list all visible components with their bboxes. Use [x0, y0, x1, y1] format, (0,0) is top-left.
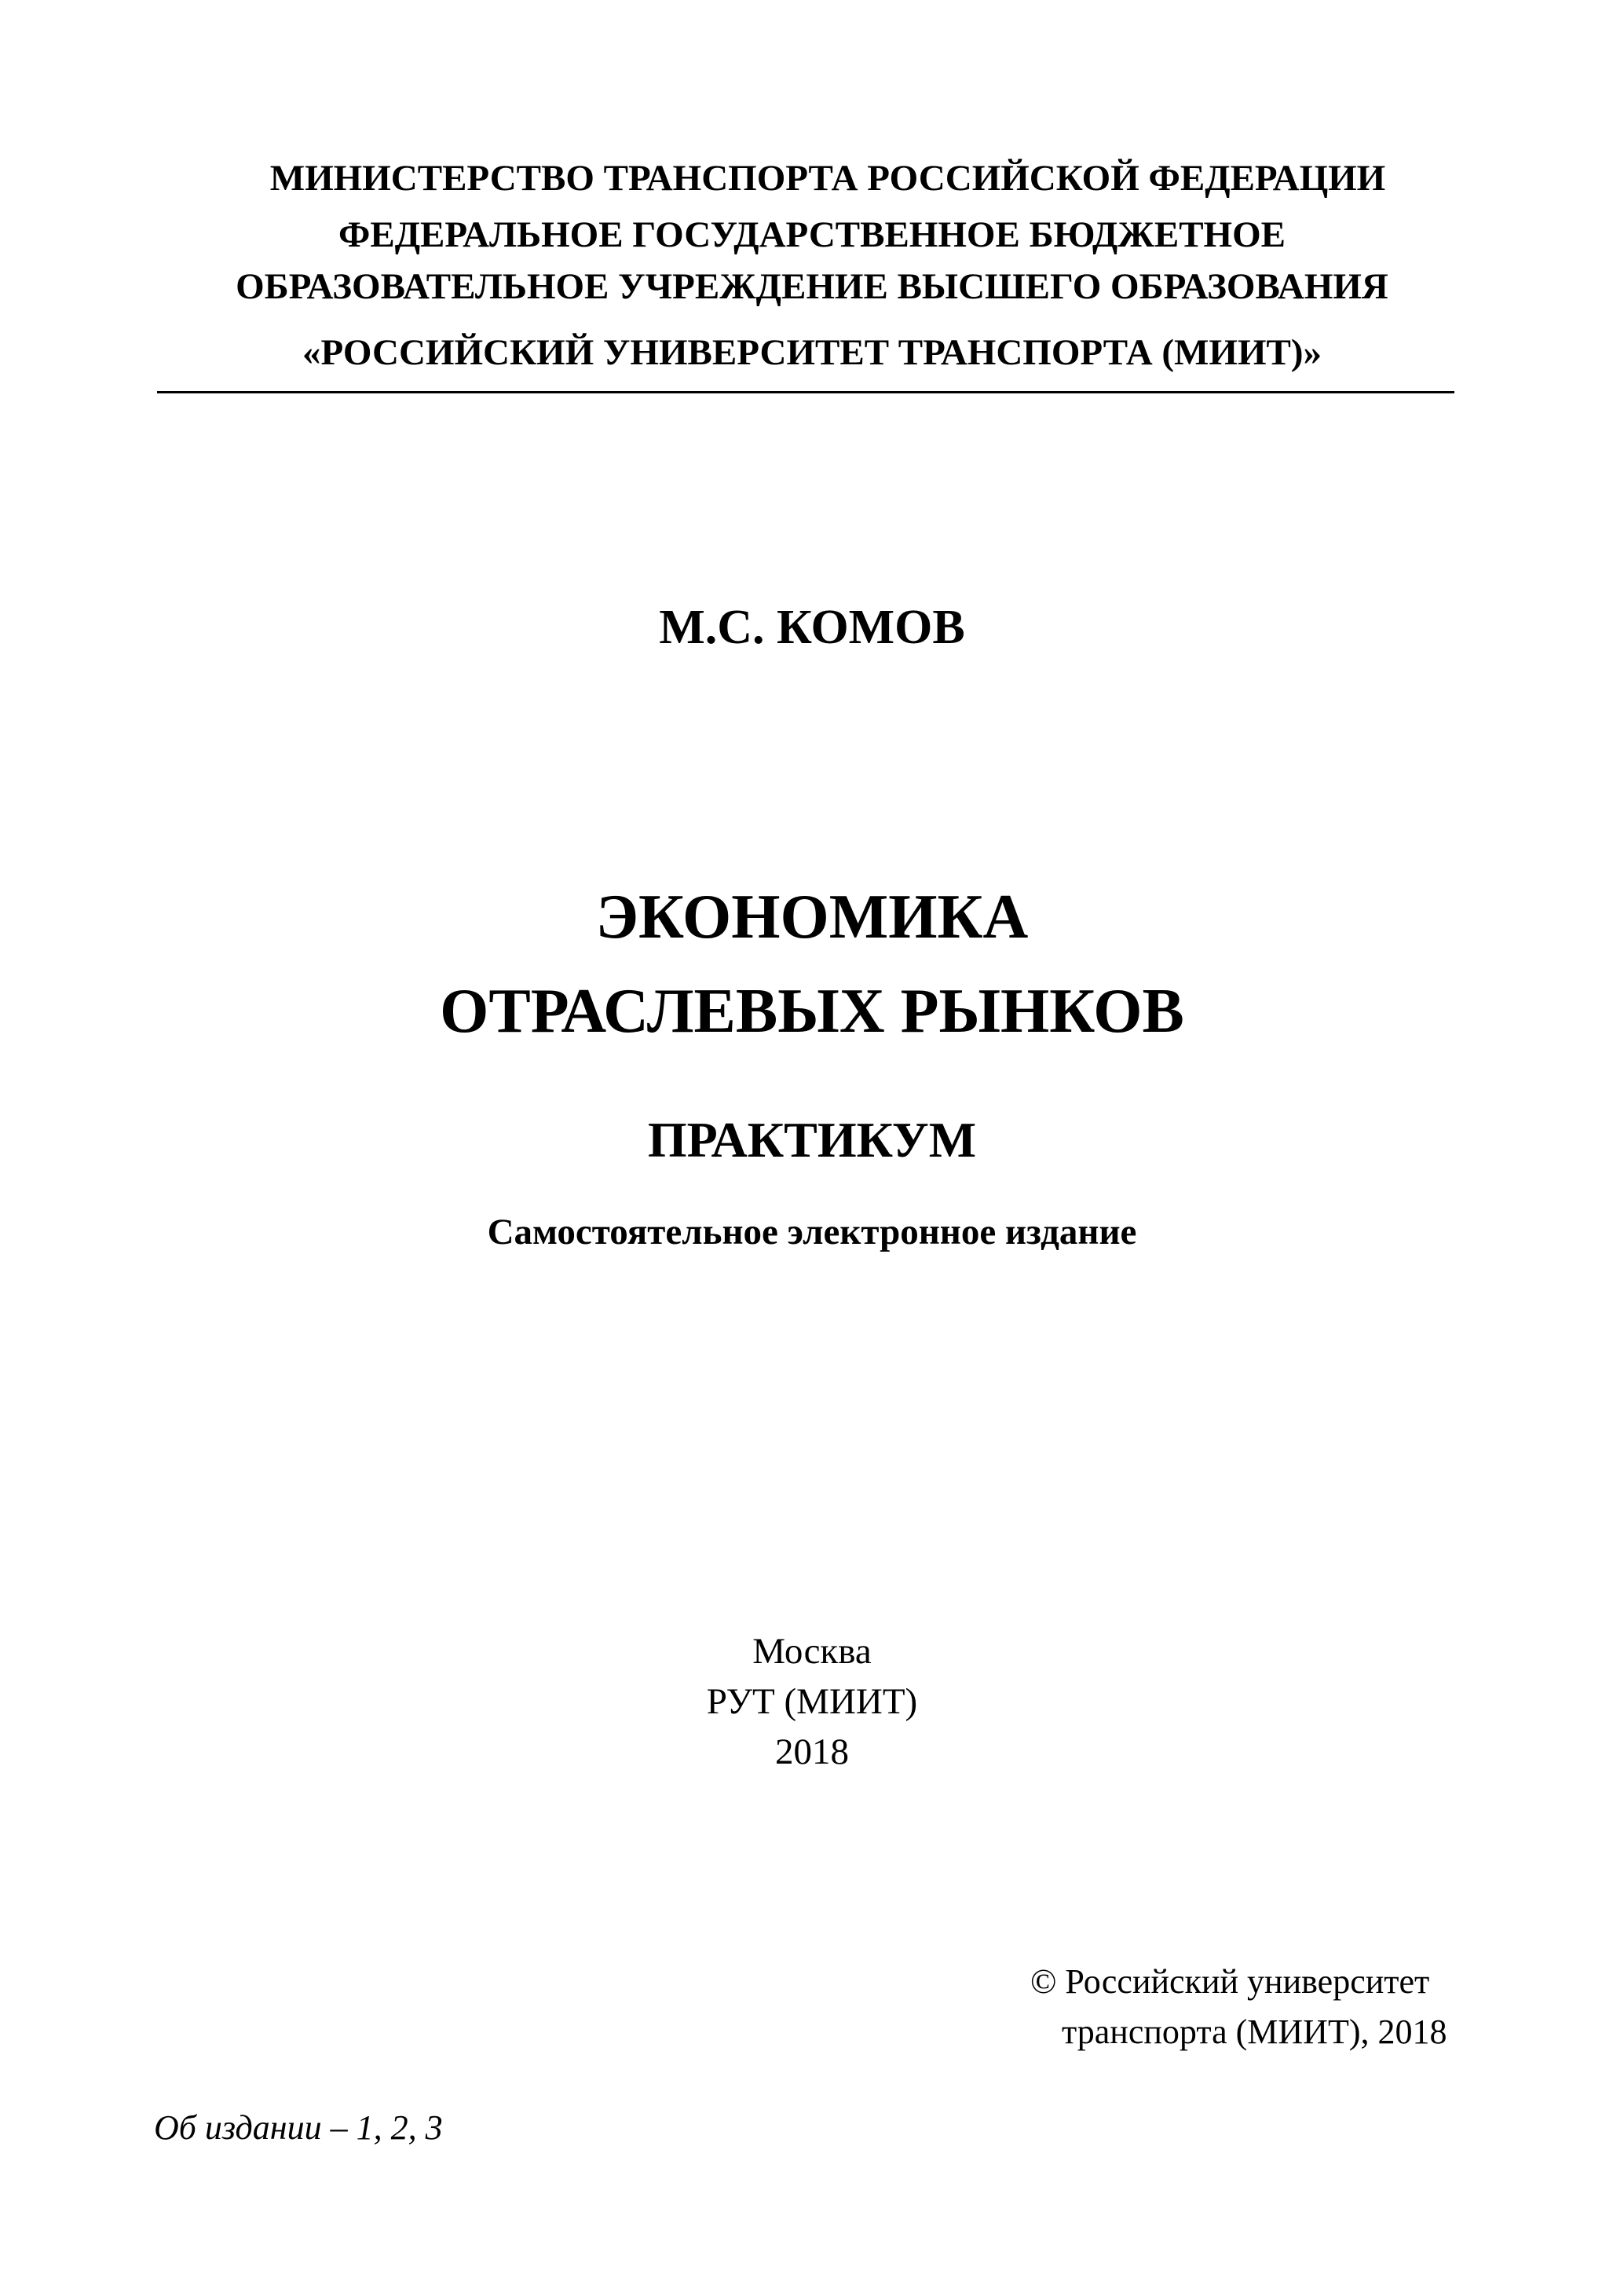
imprint-publisher: РУТ (МИИТ) — [706, 1681, 918, 1722]
book-title-line-2: ОТРАСЛЕВЫХ РЫНКОВ — [440, 977, 1184, 1046]
ministry-line: МИНИСТЕРСТВО ТРАНСПОРТА РОССИЙСКОЙ ФЕДЕРАЦИИ — [269, 158, 1386, 199]
book-title-line-1: ЭКОНОМИКА — [595, 883, 1029, 952]
university-name: «РОССИЙСКИЙ УНИВЕРСИТЕТ ТРАНСПОРТА (МИИТ)» — [302, 332, 1322, 373]
imprint-city: Москва — [752, 1631, 872, 1672]
edition-note: Самостоятельное электронное издание — [487, 1212, 1137, 1252]
header-divider — [157, 391, 1454, 393]
copyright-line-2: транспорта (МИИТ), 2018 — [1062, 2013, 1447, 2051]
imprint-year: 2018 — [775, 1731, 849, 1772]
institution-line-1: ФЕДЕРАЛЬНОЕ ГОСУДАРСТВЕННОЕ БЮДЖЕТНОЕ — [338, 214, 1286, 255]
book-subtitle: ПРАКТИКУМ — [647, 1112, 977, 1168]
institution-line-2: ОБРАЗОВАТЕЛЬНОЕ УЧРЕЖДЕНИЕ ВЫСШЕГО ОБРАЗОВАНИЯ — [236, 266, 1388, 307]
author-name: М.С. КОМОВ — [659, 601, 965, 654]
copyright-line-1: © Российский университет — [1030, 1962, 1430, 2001]
edition-info-footnote: Об издании – 1, 2, 3 — [154, 2108, 443, 2147]
